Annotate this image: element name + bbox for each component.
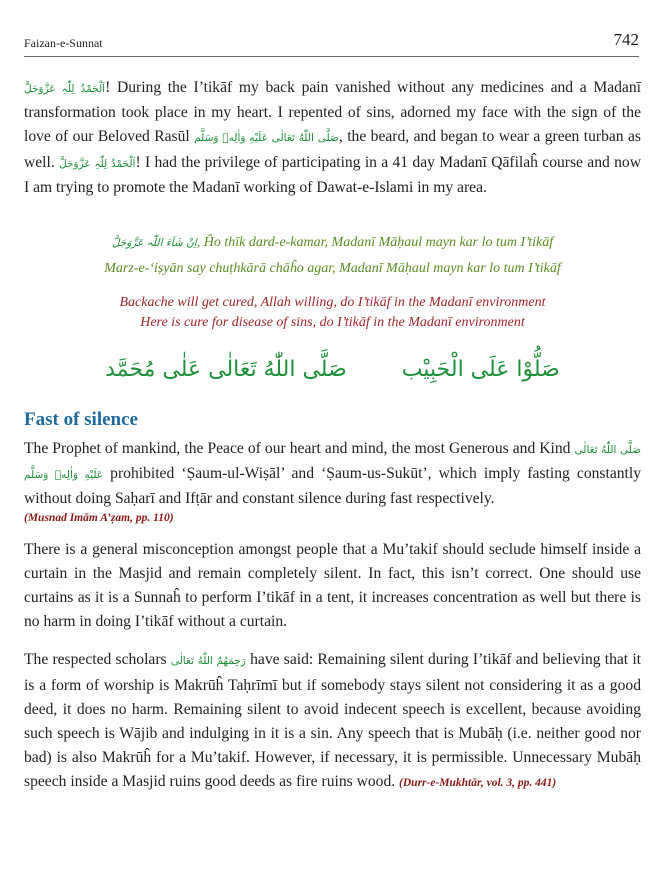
paragraph-text: , the beard, and began to wear a green turban as well. <box>24 128 641 171</box>
paragraph-itikaf-testimony <box>24 76 641 200</box>
paragraph-text: ! I had the privilege of participating in a 41 day Madanī Qāfilaĥ course and now I am trying to promote the Madanī working of Dawat-e-Islami in my area. <box>24 153 641 196</box>
verse-line-2: Marz-e-‘iṣyān say chuṭhkārā chāĥo agar, Madanī Māḥaul mayn kar lo tum I’tikāf <box>104 261 561 277</box>
paragraph-prohibition <box>24 437 641 512</box>
verse-translation <box>24 293 641 333</box>
verse-couplet <box>24 230 641 281</box>
paragraph-text: The respected scholars <box>24 651 171 669</box>
arabic-phrase: اَلْحَمْدُ لِلّٰہِ عَزَّوَجَلَّ <box>59 157 136 170</box>
paragraph-scholars <box>24 648 641 795</box>
paragraph-text: prohibited ‘Ṣaum-ul-Wiṣāl’ and ‘Ṣaum-us-Sukūt’, which imply fasting constantly without doing Saḥarī and Ifṭār and constant silence during fast respectively. <box>24 465 641 508</box>
translation-line-1: Backache will get cured, Allah willing, do I’tikāf in the Madanī environment <box>119 295 546 311</box>
paragraph-text: ! During the I’tikāf my back pain vanished without any medicines and a Madanī transformation took place in my heart. I repented of sins, adorned my face with the sign of the love of our Beloved Rasūl <box>24 79 641 146</box>
durood-part-2: صَلَّى اللّٰهُ تَعَالٰى عَلٰى مُحَمَّد <box>105 357 347 383</box>
header-divider <box>24 56 639 57</box>
arabic-phrase: اَلْحَمْدُ لِلّٰہِ عَزَّوَجَلَّ <box>24 83 106 95</box>
page-number: 742 <box>613 30 639 49</box>
page-content <box>24 76 641 796</box>
translation-line-2: Here is cure for disease of sins, do I’tikāf in the Madanī environment <box>140 315 525 331</box>
durood-part-1: صَلُّوْا عَلَى الْحَبِيْب <box>401 357 560 383</box>
paragraph-misconception: There is a general misconception amongst people that a Mu’takif should seclude himself inside a curtain in the Masjid and remain completely silent. In fact, this isn’t correct. One should use curtains as it is a Sunnaĥ to perform I’tikāf in a tent, it increases concentration as well but there is no harm in doing I’tikāf without a curtain. <box>24 540 641 631</box>
reference-citation: (Musnad Imām A’ẓam, pp. 110) <box>24 511 174 524</box>
verse-text: , Ĥo thīk dard-e-kamar, Madanī Māḥaul mayn kar lo tum I’tikāf <box>196 235 554 251</box>
section-heading: Fast of silence <box>24 409 138 431</box>
paragraph-text: The Prophet of mankind, the Peace of our heart and mind, the most Generous and Kind <box>24 440 575 458</box>
page-header <box>24 28 639 54</box>
arabic-phrase: اِنْ شَآءَ اللّٰہ عَزَّوَجَلَّ <box>111 237 197 250</box>
arabic-phrase: رَحِمَهُمُ اللّٰهُ تَعَالٰى <box>170 655 246 668</box>
reference-citation: (Durr-e-Mukhtār, vol. 3, pp. 441) <box>399 777 557 790</box>
arabic-salutation: صَلَّى اللّٰهُ تَعَالٰى عَلَيْهِ وَاٰلِهٖ وَسَلَّم <box>24 444 641 482</box>
paragraph-text: have said: Remaining silent during I’tikāf and believing that it is a form of worship is Makrūĥ Taḥrīmī but if somebody stays silent not considering it as a good deed, it does no harm. Remaining silent to avoid indecent speech is excellent, because avoiding such speech is Wājib and indulging in it is a sin. Any speech that is Mubāḥ (i.e. neither good nor bad) is also Makrūĥ for a Mu’takif. However, if necessary, it is permissible. Unnecessary Mubāḥ speech inside a Masjid ruins good deeds as fire ruins wood. <box>24 651 641 791</box>
verse-line-1 <box>24 230 641 256</box>
arabic-salutation: صَلَّى اللّٰهُ تَعَالٰى عَلَيْهِ وَاٰلِهٖ وَسَلَّم <box>194 132 339 145</box>
durood-calligraphy <box>24 349 641 399</box>
book-title: Faizan-e-Sunnat <box>24 36 103 50</box>
